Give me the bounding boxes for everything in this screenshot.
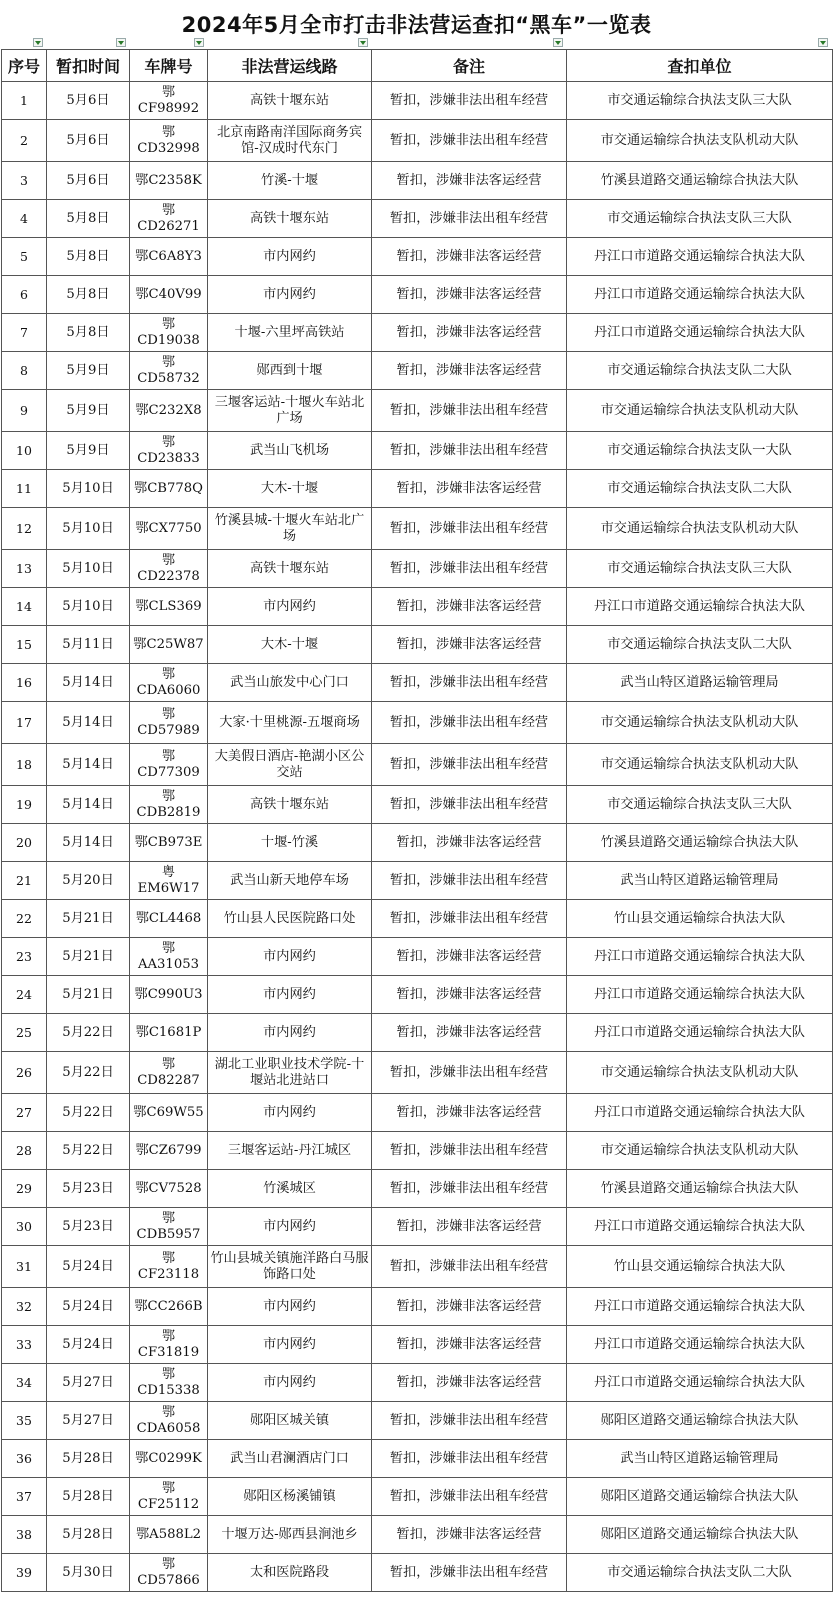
cell-remark: 暂扣，涉嫌非法客运经营 (372, 352, 567, 390)
filter-arrow-icon (196, 41, 202, 45)
table-row[interactable] (2, 200, 833, 238)
cell-number: 10 (2, 432, 47, 470)
cell-plate: 鄂C40V99 (130, 276, 208, 314)
cell-route: 十堰-六里坪高铁站 (208, 314, 372, 352)
cell-number: 20 (2, 824, 47, 862)
cell-number: 17 (2, 702, 47, 744)
cell-plate: 鄂CF98992 (130, 82, 208, 120)
cell-number: 27 (2, 1094, 47, 1132)
cell-route: 高铁十堰东站 (208, 786, 372, 824)
cell-plate: 鄂CD15338 (130, 1364, 208, 1402)
cell-date: 5月22日 (47, 1094, 130, 1132)
filter-arrow-icon (360, 41, 366, 45)
cell-plate: 鄂CL4468 (130, 900, 208, 938)
cell-number: 21 (2, 862, 47, 900)
cell-date: 5月9日 (47, 390, 130, 432)
filter-dropdown-button[interactable] (194, 38, 204, 47)
table-row[interactable] (2, 432, 833, 470)
cell-remark: 暂扣，涉嫌非法出租车经营 (372, 786, 567, 824)
cell-unit: 市交通运输综合执法支队三大队 (567, 200, 833, 238)
cell-plate: 鄂CB973E (130, 824, 208, 862)
cell-date: 5月10日 (47, 508, 130, 550)
cell-remark: 暂扣，涉嫌非法客运经营 (372, 824, 567, 862)
page-title: 2024年5月全市打击非法营运查扣“黑车”一览表 (181, 13, 652, 37)
table-row[interactable] (2, 508, 833, 550)
cell-date: 5月8日 (47, 238, 130, 276)
filter-dropdown-button[interactable] (358, 38, 368, 47)
cell-remark: 暂扣，涉嫌非法客运经营 (372, 1516, 567, 1554)
cell-route: 市内网约 (208, 938, 372, 976)
cell-plate: 鄂CB778Q (130, 470, 208, 508)
cell-unit: 竹山县交通运输综合执法大队 (567, 900, 833, 938)
cell-remark: 暂扣，涉嫌非法出租车经营 (372, 200, 567, 238)
cell-remark: 暂扣，涉嫌非法出租车经营 (372, 862, 567, 900)
cell-number: 37 (2, 1478, 47, 1516)
cell-plate: 鄂CD23833 (130, 432, 208, 470)
cell-remark: 暂扣，涉嫌非法客运经营 (372, 938, 567, 976)
cell-unit: 丹江口市道路交通运输综合执法大队 (567, 276, 833, 314)
cell-route: 十堰万达-郧西县涧池乡 (208, 1516, 372, 1554)
cell-date: 5月14日 (47, 824, 130, 862)
cell-remark: 暂扣，涉嫌非法出租车经营 (372, 82, 567, 120)
cell-route: 武当山旅发中心门口 (208, 664, 372, 702)
cell-remark: 暂扣，涉嫌非法客运经营 (372, 588, 567, 626)
cell-plate: 鄂CF25112 (130, 1478, 208, 1516)
table-row[interactable] (2, 162, 833, 200)
cell-date: 5月27日 (47, 1364, 130, 1402)
cell-remark: 暂扣，涉嫌非法出租车经营 (372, 390, 567, 432)
cell-unit: 市交通运输综合执法支队二大队 (567, 626, 833, 664)
cell-route: 竹溪城区 (208, 1170, 372, 1208)
cell-number: 18 (2, 744, 47, 786)
table-row[interactable] (2, 744, 833, 786)
cell-number: 39 (2, 1554, 47, 1592)
cell-remark: 暂扣，涉嫌非法出租车经营 (372, 744, 567, 786)
cell-remark: 暂扣，涉嫌非法出租车经营 (372, 1402, 567, 1440)
table-row[interactable] (2, 1094, 833, 1132)
cell-route: 竹山县城关镇施洋路白马服饰路口处 (208, 1246, 372, 1288)
filter-dropdown-button[interactable] (818, 38, 828, 47)
cell-number: 34 (2, 1364, 47, 1402)
cell-unit: 竹山县交通运输综合执法大队 (567, 1246, 833, 1288)
cell-route: 市内网约 (208, 1288, 372, 1326)
cell-unit: 丹江口市道路交通运输综合执法大队 (567, 1364, 833, 1402)
filter-dropdown-button[interactable] (33, 38, 43, 47)
cell-date: 5月14日 (47, 664, 130, 702)
cell-plate: 鄂CDB2819 (130, 786, 208, 824)
cell-number: 30 (2, 1208, 47, 1246)
cell-route: 大木-十堰 (208, 470, 372, 508)
cell-unit: 市交通运输综合执法支队机动大队 (567, 508, 833, 550)
filter-arrow-icon (555, 41, 561, 45)
cell-route: 武当山君澜酒店门口 (208, 1440, 372, 1478)
cell-remark: 暂扣，涉嫌非法出租车经营 (372, 1132, 567, 1170)
cell-route: 竹山县人民医院路口处 (208, 900, 372, 938)
cell-date: 5月27日 (47, 1402, 130, 1440)
cell-route: 竹溪县城-十堰火车站北广场 (208, 508, 372, 550)
cell-route: 市内网约 (208, 1364, 372, 1402)
cell-remark: 暂扣，涉嫌非法出租车经营 (372, 900, 567, 938)
table-row[interactable] (2, 470, 833, 508)
cell-date: 5月23日 (47, 1170, 130, 1208)
cell-plate: 鄂C69W55 (130, 1094, 208, 1132)
cell-remark: 暂扣，涉嫌非法出租车经营 (372, 1440, 567, 1478)
cell-number: 29 (2, 1170, 47, 1208)
cell-date: 5月24日 (47, 1246, 130, 1288)
cell-number: 19 (2, 786, 47, 824)
cell-date: 5月30日 (47, 1554, 130, 1592)
cell-plate: 鄂CC266B (130, 1288, 208, 1326)
cell-route: 市内网约 (208, 238, 372, 276)
cell-date: 5月21日 (47, 938, 130, 976)
cell-plate: 鄂C2358K (130, 162, 208, 200)
cell-number: 31 (2, 1246, 47, 1288)
cell-route: 北京南路南洋国际商务宾馆-汉成时代东门 (208, 120, 372, 162)
cell-number: 28 (2, 1132, 47, 1170)
cell-route: 郧阳区城关镇 (208, 1402, 372, 1440)
filter-dropdown-button[interactable] (553, 38, 563, 47)
table-row[interactable] (2, 1246, 833, 1288)
cell-route: 郧西到十堰 (208, 352, 372, 390)
cell-unit: 市交通运输综合执法支队机动大队 (567, 744, 833, 786)
cell-date: 5月10日 (47, 550, 130, 588)
cell-remark: 暂扣，涉嫌非法出租车经营 (372, 1478, 567, 1516)
cell-plate: 鄂CF23118 (130, 1246, 208, 1288)
cell-date: 5月14日 (47, 702, 130, 744)
cell-route: 市内网约 (208, 588, 372, 626)
cell-route: 市内网约 (208, 1326, 372, 1364)
cell-unit: 市交通运输综合执法支队机动大队 (567, 1132, 833, 1170)
table-row[interactable] (2, 238, 833, 276)
table-row[interactable] (2, 82, 833, 120)
cell-route: 市内网约 (208, 1014, 372, 1052)
cell-unit: 竹溪县道路交通运输综合执法大队 (567, 1170, 833, 1208)
cell-route: 武当山飞机场 (208, 432, 372, 470)
cell-remark: 暂扣，涉嫌非法客运经营 (372, 314, 567, 352)
filter-arrow-icon (35, 41, 41, 45)
cell-unit: 丹江口市道路交通运输综合执法大队 (567, 976, 833, 1014)
cell-plate: 鄂CF31819 (130, 1326, 208, 1364)
cell-remark: 暂扣，涉嫌非法出租车经营 (372, 1554, 567, 1592)
cell-number: 9 (2, 390, 47, 432)
cell-route: 十堰-竹溪 (208, 824, 372, 862)
cell-date: 5月14日 (47, 786, 130, 824)
cell-number: 15 (2, 626, 47, 664)
cell-number: 24 (2, 976, 47, 1014)
table-body (2, 82, 833, 1592)
cell-route: 三堰客运站-丹江城区 (208, 1132, 372, 1170)
cell-unit: 郧阳区道路交通运输综合执法大队 (567, 1516, 833, 1554)
cell-plate: 鄂CDB5957 (130, 1208, 208, 1246)
cell-number: 36 (2, 1440, 47, 1478)
table-row[interactable] (2, 786, 833, 824)
cell-date: 5月10日 (47, 588, 130, 626)
cell-date: 5月10日 (47, 470, 130, 508)
cell-plate: 鄂CDA6060 (130, 664, 208, 702)
cell-unit: 武当山特区道路运输管理局 (567, 862, 833, 900)
cell-remark: 暂扣，涉嫌非法出租车经营 (372, 550, 567, 588)
cell-date: 5月8日 (47, 276, 130, 314)
column-header-route[interactable]: 非法营运线路 (208, 50, 372, 82)
cell-remark: 暂扣，涉嫌非法出租车经营 (372, 1170, 567, 1208)
table-row[interactable] (2, 862, 833, 900)
cell-date: 5月22日 (47, 1052, 130, 1094)
cell-unit: 丹江口市道路交通运输综合执法大队 (567, 588, 833, 626)
cell-unit: 郧阳区道路交通运输综合执法大队 (567, 1478, 833, 1516)
cell-number: 5 (2, 238, 47, 276)
filter-arrow-icon (820, 41, 826, 45)
cell-plate: 鄂C0299K (130, 1440, 208, 1478)
table-row[interactable] (2, 276, 833, 314)
cell-number: 38 (2, 1516, 47, 1554)
cell-number: 26 (2, 1052, 47, 1094)
cell-date: 5月8日 (47, 314, 130, 352)
table-row[interactable] (2, 1132, 833, 1170)
cell-route: 大家·十里桃源-五堰商场 (208, 702, 372, 744)
cell-date: 5月21日 (47, 900, 130, 938)
cell-date: 5月9日 (47, 432, 130, 470)
column-header-plate[interactable]: 车牌号 (130, 50, 208, 82)
cell-unit: 武当山特区道路运输管理局 (567, 1440, 833, 1478)
cell-unit: 丹江口市道路交通运输综合执法大队 (567, 1288, 833, 1326)
cell-plate: 粤EM6W17 (130, 862, 208, 900)
cell-remark: 暂扣，涉嫌非法客运经营 (372, 162, 567, 200)
cell-route: 湖北工业职业技术学院-十堰站北进站口 (208, 1052, 372, 1094)
table-row[interactable] (2, 626, 833, 664)
cell-plate: 鄂CD77309 (130, 744, 208, 786)
cell-date: 5月14日 (47, 744, 130, 786)
table-header-row (2, 50, 833, 82)
table-row[interactable] (2, 664, 833, 702)
cell-plate: 鄂C232X8 (130, 390, 208, 432)
table-row[interactable] (2, 1554, 833, 1592)
column-header-date[interactable]: 暂扣时间 (47, 50, 130, 82)
cell-unit: 丹江口市道路交通运输综合执法大队 (567, 1094, 833, 1132)
table-row[interactable] (2, 352, 833, 390)
cell-unit: 丹江口市道路交通运输综合执法大队 (567, 314, 833, 352)
cell-plate: 鄂CLS369 (130, 588, 208, 626)
table-row[interactable] (2, 1440, 833, 1478)
cell-route: 市内网约 (208, 1208, 372, 1246)
table-row[interactable] (2, 976, 833, 1014)
cell-route: 三堰客运站-十堰火车站北广场 (208, 390, 372, 432)
cell-unit: 郧阳区道路交通运输综合执法大队 (567, 1402, 833, 1440)
cell-number: 25 (2, 1014, 47, 1052)
cell-number: 4 (2, 200, 47, 238)
cell-unit: 市交通运输综合执法支队机动大队 (567, 390, 833, 432)
cell-plate: 鄂CDA6058 (130, 1402, 208, 1440)
cell-plate: 鄂CX7750 (130, 508, 208, 550)
cell-remark: 暂扣，涉嫌非法出租车经营 (372, 120, 567, 162)
table-row[interactable] (2, 1364, 833, 1402)
cell-unit: 市交通运输综合执法支队机动大队 (567, 702, 833, 744)
cell-unit: 市交通运输综合执法支队机动大队 (567, 120, 833, 162)
cell-route: 大美假日酒店-艳湖小区公交站 (208, 744, 372, 786)
cell-route: 市内网约 (208, 976, 372, 1014)
cell-plate: 鄂CD22378 (130, 550, 208, 588)
cell-date: 5月8日 (47, 200, 130, 238)
cell-number: 7 (2, 314, 47, 352)
table-row[interactable] (2, 120, 833, 162)
cell-unit: 市交通运输综合执法支队二大队 (567, 470, 833, 508)
cell-unit: 市交通运输综合执法支队三大队 (567, 786, 833, 824)
cell-plate: 鄂C25W87 (130, 626, 208, 664)
column-header-remark[interactable]: 备注 (372, 50, 567, 82)
cell-unit: 丹江口市道路交通运输综合执法大队 (567, 1014, 833, 1052)
cell-route: 大木-十堰 (208, 626, 372, 664)
cell-plate: 鄂CZ6799 (130, 1132, 208, 1170)
cell-number: 13 (2, 550, 47, 588)
cell-remark: 暂扣，涉嫌非法出租车经营 (372, 664, 567, 702)
cell-plate: 鄂C990U3 (130, 976, 208, 1014)
cell-unit: 丹江口市道路交通运输综合执法大队 (567, 938, 833, 976)
cell-unit: 市交通运输综合执法支队一大队 (567, 432, 833, 470)
table-row[interactable] (2, 1052, 833, 1094)
column-header-unit[interactable]: 查扣单位 (567, 50, 833, 82)
cell-date: 5月6日 (47, 82, 130, 120)
cell-date: 5月24日 (47, 1288, 130, 1326)
cell-unit: 竹溪县道路交通运输综合执法大队 (567, 162, 833, 200)
table-row[interactable] (2, 390, 833, 432)
cell-number: 14 (2, 588, 47, 626)
cell-plate: 鄂C6A8Y3 (130, 238, 208, 276)
cell-number: 33 (2, 1326, 47, 1364)
cell-unit: 市交通运输综合执法支队二大队 (567, 1554, 833, 1592)
cell-route: 高铁十堰东站 (208, 200, 372, 238)
cell-remark: 暂扣，涉嫌非法出租车经营 (372, 1052, 567, 1094)
table-row[interactable] (2, 938, 833, 976)
cell-route: 市内网约 (208, 276, 372, 314)
cell-number: 22 (2, 900, 47, 938)
filter-dropdown-button[interactable] (116, 38, 126, 47)
cell-remark: 暂扣，涉嫌非法客运经营 (372, 276, 567, 314)
cell-plate: 鄂CD58732 (130, 352, 208, 390)
cell-plate: 鄂A588L2 (130, 1516, 208, 1554)
cell-unit: 市交通运输综合执法支队三大队 (567, 82, 833, 120)
cell-date: 5月6日 (47, 162, 130, 200)
cell-plate: 鄂CD26271 (130, 200, 208, 238)
cell-number: 3 (2, 162, 47, 200)
table-row[interactable] (2, 1288, 833, 1326)
cell-route: 武当山新天地停车场 (208, 862, 372, 900)
cell-route: 高铁十堰东站 (208, 82, 372, 120)
table-row[interactable] (2, 1014, 833, 1052)
cell-number: 12 (2, 508, 47, 550)
cell-remark: 暂扣，涉嫌非法客运经营 (372, 1364, 567, 1402)
cell-remark: 暂扣，涉嫌非法客运经营 (372, 1326, 567, 1364)
cell-remark: 暂扣，涉嫌非法客运经营 (372, 470, 567, 508)
cell-date: 5月6日 (47, 120, 130, 162)
cell-date: 5月24日 (47, 1326, 130, 1364)
table-row[interactable] (2, 588, 833, 626)
cell-remark: 暂扣，涉嫌非法出租车经营 (372, 508, 567, 550)
table-row[interactable] (2, 1208, 833, 1246)
cell-date: 5月22日 (47, 1132, 130, 1170)
cell-date: 5月22日 (47, 1014, 130, 1052)
table-row[interactable] (2, 1478, 833, 1516)
table-row[interactable] (2, 900, 833, 938)
cell-number: 1 (2, 82, 47, 120)
cell-date: 5月21日 (47, 976, 130, 1014)
cell-number: 35 (2, 1402, 47, 1440)
cell-remark: 暂扣，涉嫌非法客运经营 (372, 1288, 567, 1326)
cell-unit: 丹江口市道路交通运输综合执法大队 (567, 1326, 833, 1364)
cell-remark: 暂扣，涉嫌非法客运经营 (372, 1208, 567, 1246)
table-row[interactable] (2, 702, 833, 744)
cell-plate: 鄂CD19038 (130, 314, 208, 352)
cell-number: 8 (2, 352, 47, 390)
cell-number: 32 (2, 1288, 47, 1326)
cell-plate: 鄂CD57866 (130, 1554, 208, 1592)
cell-plate: 鄂CD32998 (130, 120, 208, 162)
cell-route: 市内网约 (208, 1094, 372, 1132)
cell-unit: 丹江口市道路交通运输综合执法大队 (567, 1208, 833, 1246)
cell-remark: 暂扣，涉嫌非法客运经营 (372, 1094, 567, 1132)
table-row[interactable] (2, 1326, 833, 1364)
table-row[interactable] (2, 824, 833, 862)
seizure-table (1, 49, 833, 1592)
cell-remark: 暂扣，涉嫌非法出租车经营 (372, 1246, 567, 1288)
cell-date: 5月28日 (47, 1440, 130, 1478)
cell-date: 5月23日 (47, 1208, 130, 1246)
cell-date: 5月28日 (47, 1516, 130, 1554)
cell-plate: 鄂C1681P (130, 1014, 208, 1052)
cell-route: 竹溪-十堰 (208, 162, 372, 200)
cell-number: 11 (2, 470, 47, 508)
table-row[interactable] (2, 1516, 833, 1554)
cell-remark: 暂扣，涉嫌非法客运经营 (372, 1014, 567, 1052)
cell-remark: 暂扣，涉嫌非法出租车经营 (372, 432, 567, 470)
cell-date: 5月9日 (47, 352, 130, 390)
cell-remark: 暂扣，涉嫌非法客运经营 (372, 626, 567, 664)
cell-remark: 暂扣，涉嫌非法客运经营 (372, 976, 567, 1014)
cell-remark: 暂扣，涉嫌非法客运经营 (372, 238, 567, 276)
cell-plate: 鄂CD57989 (130, 702, 208, 744)
cell-unit: 市交通运输综合执法支队机动大队 (567, 1052, 833, 1094)
table-row[interactable] (2, 550, 833, 588)
table-row[interactable] (2, 314, 833, 352)
cell-route: 高铁十堰东站 (208, 550, 372, 588)
cell-plate: 鄂CD82287 (130, 1052, 208, 1094)
cell-route: 郧阳区杨溪铺镇 (208, 1478, 372, 1516)
table-row[interactable] (2, 1402, 833, 1440)
cell-number: 23 (2, 938, 47, 976)
cell-plate: 鄂CV7528 (130, 1170, 208, 1208)
cell-remark: 暂扣，涉嫌非法出租车经营 (372, 702, 567, 744)
cell-unit: 市交通运输综合执法支队二大队 (567, 352, 833, 390)
cell-number: 16 (2, 664, 47, 702)
cell-number: 6 (2, 276, 47, 314)
column-header-number[interactable]: 序号 (2, 50, 47, 82)
cell-date: 5月28日 (47, 1478, 130, 1516)
cell-date: 5月11日 (47, 626, 130, 664)
cell-route: 太和医院路段 (208, 1554, 372, 1592)
cell-plate: 鄂AA31053 (130, 938, 208, 976)
cell-number: 2 (2, 120, 47, 162)
cell-unit: 市交通运输综合执法支队三大队 (567, 550, 833, 588)
cell-unit: 武当山特区道路运输管理局 (567, 664, 833, 702)
table-row[interactable] (2, 1170, 833, 1208)
cell-unit: 丹江口市道路交通运输综合执法大队 (567, 238, 833, 276)
cell-unit: 竹溪县道路交通运输综合执法大队 (567, 824, 833, 862)
cell-date: 5月20日 (47, 862, 130, 900)
filter-arrow-icon (118, 41, 124, 45)
